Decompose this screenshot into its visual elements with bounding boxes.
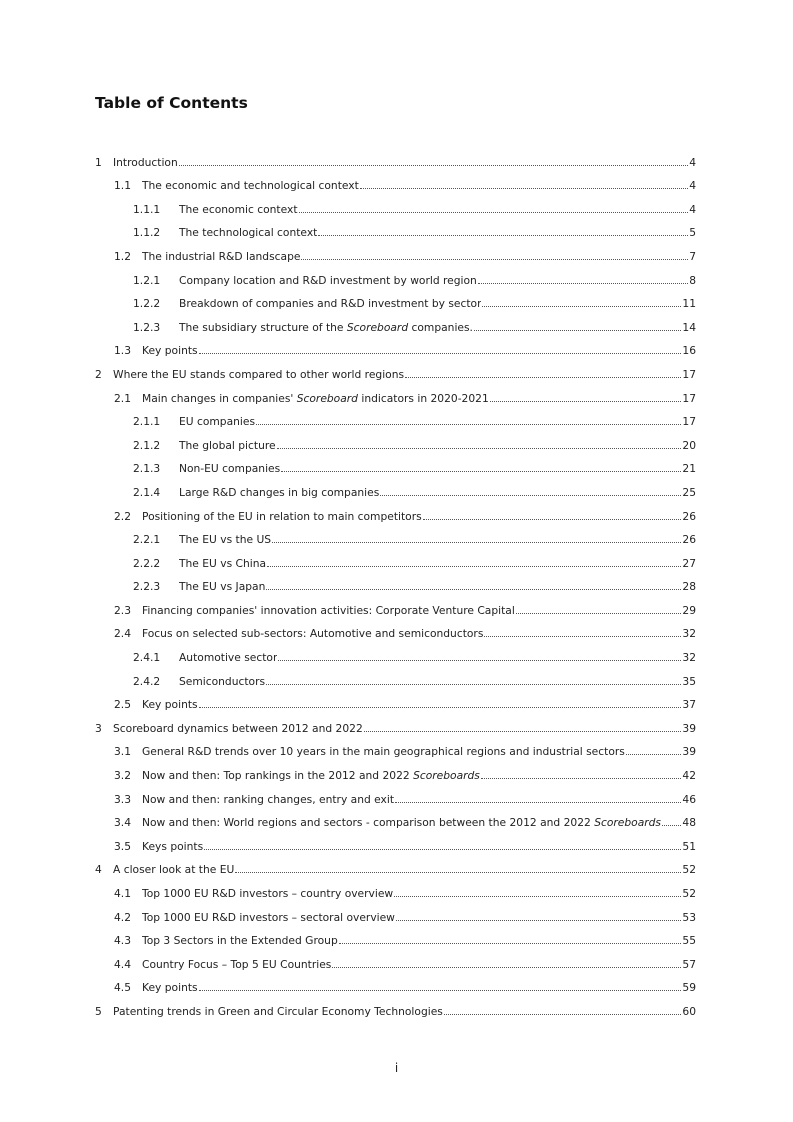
toc-entry-title-suffix: companies. [408, 320, 473, 334]
toc-entry-number: 4.5 [114, 981, 131, 995]
toc-entry-title [142, 769, 480, 782]
dot-leader [235, 872, 681, 873]
toc-entry-number: 3.4 [114, 816, 131, 830]
dot-leader [516, 613, 682, 614]
toc-entry-title [179, 580, 265, 593]
toc-entry-page: 26 [682, 509, 696, 523]
toc-entry-number: 2.2 [114, 509, 131, 523]
toc-entry[interactable] [95, 900, 696, 924]
toc-entry-title-text: Key points [142, 981, 198, 995]
toc-entry-title-text: Top 1000 EU R&D investors – country overview [142, 887, 394, 900]
toc-entry-title [142, 179, 359, 192]
toc-entry-title [179, 274, 477, 287]
dot-leader [478, 283, 688, 284]
toc-entry-title [142, 698, 198, 711]
page-title: Table of Contents [95, 94, 248, 112]
dot-leader [299, 212, 689, 213]
toc-entry[interactable] [95, 994, 696, 1018]
dot-leader [199, 707, 682, 708]
toc-entry-title-suffix: indicators in 2020-2021 [357, 391, 489, 405]
toc-entry-title [142, 934, 338, 947]
toc-entry[interactable] [95, 499, 696, 523]
toc-entry-page: 28 [682, 580, 696, 594]
toc-entry-title-text: The EU vs the US [179, 533, 272, 547]
toc-entry[interactable] [95, 263, 696, 287]
toc-entry-page: 48 [682, 816, 696, 830]
toc-entry-number: 2.5 [114, 698, 131, 712]
dot-leader [281, 471, 681, 472]
toc-entry-title [113, 722, 363, 735]
toc-entry-title [142, 840, 203, 853]
toc-entry-number: 2 [95, 367, 102, 381]
toc-entry-title-italic: Scoreboard [296, 391, 358, 405]
toc-entry-number: 3.5 [114, 839, 131, 853]
toc-entry-number: 4.3 [114, 934, 131, 948]
toc-entry-title [113, 863, 234, 876]
toc-entry-page: 4 [689, 202, 696, 216]
toc-entry-title-text: Now and then: Top rankings in the 2012 and 2022 [142, 769, 414, 783]
toc-entry-title [142, 510, 422, 523]
toc-entry[interactable] [95, 428, 696, 452]
toc-entry-title-italic: Scoreboards [413, 769, 480, 783]
toc-entry[interactable] [95, 475, 696, 499]
dot-leader [301, 259, 688, 260]
toc-entry-title-text: The economic and technological context [142, 179, 359, 193]
toc-entry-page: 25 [682, 485, 696, 499]
toc-entry-title [142, 392, 489, 405]
dot-leader [405, 377, 681, 378]
toc-entry-number: 1.2 [114, 249, 131, 263]
toc-entry-title-text: Automotive sector [179, 651, 278, 665]
dot-leader [277, 448, 682, 449]
toc-entry-title-text: Scoreboard dynamics between 2012 and 2022 [113, 721, 363, 735]
toc-entry-number: 3 [95, 721, 102, 735]
toc-entry-number: 2.3 [114, 603, 131, 617]
toc-entry-title-text: Company location and R&D investment by world region [179, 273, 477, 287]
page-number: i [394, 1061, 399, 1075]
toc-entry-title [142, 745, 625, 758]
toc-entry[interactable] [95, 570, 696, 594]
dot-leader [482, 306, 681, 307]
toc-entry-number: 2.2.3 [133, 580, 161, 594]
toc-entry-number: 3.2 [114, 769, 131, 783]
toc-entry[interactable] [95, 806, 696, 830]
dot-leader [444, 1014, 682, 1015]
toc-entry-title-text: The technological context [179, 226, 318, 240]
toc-entry-page: 53 [682, 910, 696, 924]
toc-entry-title-italic: Scoreboards [594, 816, 661, 830]
toc-entry-title [179, 462, 280, 475]
toc-entry-title-text: Patenting trends in Green and Circular Economy Technologies [113, 1004, 443, 1018]
toc-entry-title-text: Focus on selected sub-sectors: Automotive and semiconductors [142, 627, 484, 641]
toc-entry-number: 2.4.2 [133, 674, 161, 688]
toc-entry-title [142, 250, 300, 263]
toc-entry-title [142, 627, 483, 640]
toc-entry-number: 5 [95, 1004, 102, 1018]
dot-leader [423, 519, 682, 520]
toc-entry[interactable] [95, 617, 696, 641]
toc-entry-title-text: Positioning of the EU in relation to main competitors [142, 509, 422, 523]
toc-entry-number: 3.3 [114, 792, 131, 806]
toc-entry-number: 1.2.1 [133, 273, 161, 287]
toc-entry-title-text: EU companies [179, 415, 256, 429]
toc-entry-title [142, 344, 198, 357]
toc-entry-number: 1.2.2 [133, 297, 161, 311]
toc-entry-number: 2.1.4 [133, 485, 161, 499]
dot-leader [278, 660, 681, 661]
dot-leader [626, 754, 682, 755]
toc-entry-title [113, 368, 404, 381]
toc-entry-title-text: Country Focus – Top 5 EU Countries [142, 957, 332, 971]
toc-entry-title-text: Key points [142, 344, 198, 358]
toc-entry-title [142, 793, 394, 806]
dot-leader [179, 165, 688, 166]
toc-entry-title-text: The subsidiary structure of the [179, 320, 347, 334]
toc-entry-number: 2.4 [114, 627, 131, 641]
toc-entry-page: 20 [682, 438, 696, 452]
toc-entry[interactable] [95, 758, 696, 782]
toc-entry[interactable] [95, 640, 696, 664]
toc-entry-title [179, 415, 255, 428]
dot-leader [318, 235, 688, 236]
toc-entry[interactable] [95, 546, 696, 570]
toc-entry-title [142, 816, 661, 829]
dot-leader [474, 330, 681, 331]
toc-entry[interactable] [95, 381, 696, 405]
toc-entry-number: 2.2.1 [133, 533, 161, 547]
toc-entry-page: 14 [682, 320, 696, 334]
toc-entry-page: 17 [682, 391, 696, 405]
dot-leader [481, 778, 682, 779]
toc-entry-title-text: The EU vs China [179, 556, 267, 570]
toc-entry-title [179, 486, 379, 499]
toc-entry-number: 4.4 [114, 957, 131, 971]
toc-entry-title [179, 533, 271, 546]
toc-entry-title-text: Large R&D changes in big companies [179, 485, 380, 499]
toc-entry-page: 29 [682, 603, 696, 617]
toc-entry-title-italic: Scoreboard [346, 320, 409, 334]
toc-entry-title [179, 226, 317, 239]
toc-entry[interactable] [95, 829, 696, 853]
toc-entry-title-text: Breakdown of companies and R&D investment by sector [179, 297, 482, 311]
toc-entry-number: 4.1 [114, 887, 131, 900]
toc-entry-title [179, 203, 298, 216]
toc-entry-title-text: Keys points [142, 839, 204, 853]
toc-entry-page: 17 [682, 367, 696, 381]
dot-leader [256, 424, 681, 425]
toc-entry[interactable] [95, 593, 696, 617]
dot-leader [364, 731, 682, 732]
toc-entry[interactable] [95, 239, 696, 263]
toc-entry-page: 32 [682, 627, 696, 641]
toc-entry-title-text: Main changes in companies' [142, 391, 297, 405]
toc-entry-title-text: General R&D trends over 10 years in the main geographical regions and industrial sectors [142, 745, 625, 759]
toc-entry-title [179, 297, 481, 310]
toc-entry-number: 2.1.1 [133, 415, 161, 429]
toc-entry[interactable] [95, 145, 696, 169]
toc-entry-title-text: Semiconductors [179, 674, 266, 688]
toc-entry-page: 27 [682, 556, 696, 570]
toc-entry-page: 8 [689, 273, 696, 287]
toc-entry[interactable] [95, 192, 696, 216]
toc-entry-title [113, 1005, 443, 1018]
toc-entry[interactable] [95, 876, 696, 900]
toc-entry[interactable] [95, 688, 696, 712]
toc-entry-number: 2.2.2 [133, 556, 161, 570]
toc-entry-title [179, 675, 265, 688]
toc-entry-page: 52 [682, 863, 696, 877]
toc-entry-page: 55 [682, 934, 696, 948]
dot-leader [199, 990, 682, 991]
toc-entry[interactable] [95, 287, 696, 311]
toc-entry-page: 39 [682, 721, 696, 735]
toc-entry[interactable] [95, 310, 696, 334]
toc-entry-number: 1 [95, 155, 102, 169]
toc-entry[interactable] [95, 924, 696, 948]
toc-entry[interactable] [95, 405, 696, 429]
toc-entry[interactable] [95, 664, 696, 688]
toc-entry-number: 2.1 [114, 391, 131, 405]
toc-entry-title [142, 981, 198, 994]
toc-entry[interactable] [95, 947, 696, 971]
toc-entry-number: 3.1 [114, 745, 131, 759]
toc-entry-page: 26 [682, 533, 696, 547]
dot-leader [395, 802, 681, 803]
toc-entry-page: 35 [682, 674, 696, 688]
dot-leader [396, 920, 681, 921]
toc-entry-page: 42 [682, 769, 696, 783]
toc-entry-page: 7 [689, 249, 696, 263]
dot-leader [332, 967, 681, 968]
toc-entry-number: 2.1.3 [133, 462, 161, 476]
dot-leader [490, 401, 682, 402]
toc-entry-page: 51 [682, 839, 696, 853]
toc-entry-page: 57 [682, 957, 696, 971]
toc-entry-page: 4 [689, 155, 696, 169]
toc-entry-title-text: Top 1000 EU R&D investors – sectoral overview [142, 910, 395, 924]
toc-entry-title-text: Introduction [113, 155, 178, 169]
toc-entry-page: 5 [689, 226, 696, 240]
toc-entry-title-text: Financing companies' innovation activities: Corporate Venture Capital [142, 603, 515, 617]
toc-entry-title [179, 439, 276, 452]
toc-entry-title [179, 321, 473, 334]
toc-entry[interactable] [95, 334, 696, 358]
toc-entry-title-text: The economic context [179, 202, 298, 216]
toc-entry-title [142, 604, 515, 617]
toc-entry-number: 1.1 [114, 179, 131, 193]
toc-entry[interactable] [95, 782, 696, 806]
toc-entry-page: 4 [689, 179, 696, 193]
toc-entry-page: 17 [682, 415, 696, 429]
toc-entry[interactable] [95, 971, 696, 995]
toc-entry-page: 46 [682, 792, 696, 806]
toc-entry-number: 1.2.3 [133, 320, 161, 334]
dot-leader [484, 636, 681, 637]
toc-entry-number: 1.1.2 [133, 226, 161, 240]
toc-entry-title [113, 156, 178, 169]
dot-leader [339, 943, 682, 944]
toc-entry-page: 32 [682, 651, 696, 665]
toc-entry-title-text: The EU vs Japan [179, 580, 266, 594]
toc-entry[interactable] [95, 523, 696, 547]
toc-entry-title [179, 557, 266, 570]
toc-entry-title-text: Now and then: World regions and sectors - comparison between the 2012 and 2022 [142, 816, 595, 830]
toc-entry-number: 1.1.1 [133, 202, 161, 216]
toc-entry-page: 21 [682, 462, 696, 476]
toc-entry-page: 11 [682, 297, 696, 311]
toc-entry-title-text: The global picture [179, 438, 276, 452]
toc-entry-title-text: Where the EU stands compared to other world regions [113, 367, 405, 381]
toc-entry-title [142, 958, 331, 971]
toc-entry[interactable] [95, 735, 696, 759]
toc-entry[interactable] [95, 452, 696, 476]
dot-leader [360, 188, 688, 189]
toc-entry-title [179, 651, 277, 664]
toc-entry-page: 52 [682, 887, 696, 900]
toc-entry[interactable] [95, 711, 696, 735]
dot-leader [204, 849, 681, 850]
dot-leader [267, 566, 681, 567]
toc-entry-page: 59 [682, 981, 696, 995]
dot-leader [199, 353, 682, 354]
dot-leader [394, 896, 681, 897]
toc-entry-title-text: A closer look at the EU [113, 863, 235, 877]
toc-entry-page: 60 [682, 1004, 696, 1018]
toc-entry-title-text: Top 3 Sectors in the Extended Group [142, 934, 338, 948]
toc-entry-number: 2.4.1 [133, 651, 161, 665]
toc-entry[interactable] [95, 853, 696, 877]
toc-entry-page: 39 [682, 745, 696, 759]
toc-entry-title-text: Key points [142, 698, 198, 712]
toc-entry-number: 4.2 [114, 910, 131, 924]
toc-entry-title-text: Non-EU companies [179, 462, 281, 476]
toc-entry-title [142, 911, 395, 924]
dot-leader [266, 589, 681, 590]
toc-entry[interactable] [95, 216, 696, 240]
toc-entry-page: 37 [682, 698, 696, 712]
toc-entry-number: 2.1.2 [133, 438, 161, 452]
dot-leader [266, 684, 681, 685]
toc-entry-number: 4 [95, 863, 102, 877]
toc-entry[interactable] [95, 357, 696, 381]
toc-entry-title-text: Now and then: ranking changes, entry and exit [142, 792, 395, 806]
toc-entry-number: 1.3 [114, 344, 131, 358]
toc-entry-page: 16 [682, 344, 696, 358]
dot-leader [662, 825, 681, 826]
dot-leader [380, 495, 681, 496]
toc-entry[interactable] [95, 169, 696, 193]
dot-leader [272, 542, 681, 543]
table-of-contents [95, 145, 696, 1018]
toc-entry-title [142, 887, 393, 900]
toc-entry-title-text: The industrial R&D landscape [142, 249, 301, 263]
